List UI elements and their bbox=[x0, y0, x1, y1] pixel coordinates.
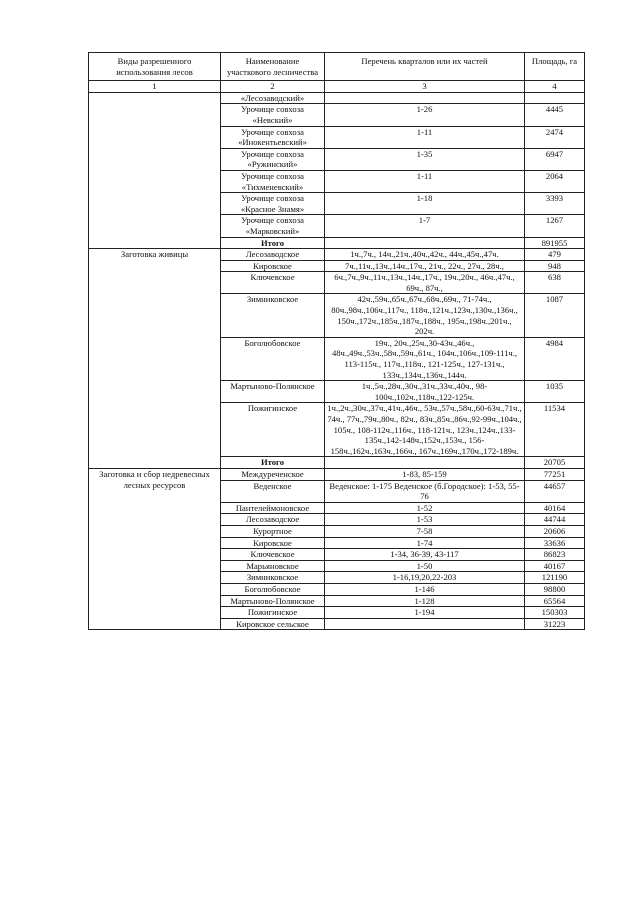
area-cell: 40167 bbox=[525, 560, 585, 572]
area-cell: 948 bbox=[525, 260, 585, 272]
total-quarters-cell bbox=[325, 457, 525, 469]
area-cell: 65564 bbox=[525, 595, 585, 607]
table-row bbox=[89, 468, 585, 480]
area-cell: 33636 bbox=[525, 537, 585, 549]
forestry-name-cell: Ключевское bbox=[221, 272, 325, 294]
header-forestry: Наименование участкового лесничества bbox=[221, 53, 325, 81]
forestry-name-cell: Урочище совхоза «Ружинский» bbox=[221, 148, 325, 170]
forestry-name-cell: Кировское сельское bbox=[221, 618, 325, 630]
table-row bbox=[89, 92, 585, 104]
quarters-cell: 1-194 bbox=[325, 607, 525, 619]
area-cell: 44744 bbox=[525, 514, 585, 526]
forestry-name-cell: Лесозаводское bbox=[221, 514, 325, 526]
forestry-name-cell: Мартыново-Полянское bbox=[221, 381, 325, 403]
quarters-cell: 1-7 bbox=[325, 215, 525, 237]
section-non-timber-resources bbox=[89, 468, 585, 629]
quarters-cell: Веденское: 1-175 Веденское (б.Городское): 1-53, 55-76 bbox=[325, 480, 525, 502]
use-type-cell bbox=[89, 92, 221, 248]
area-cell: 4445 bbox=[525, 104, 585, 126]
area-cell: 638 bbox=[525, 272, 585, 294]
forestry-name-cell: Марьяновское bbox=[221, 560, 325, 572]
total-quarters-cell bbox=[325, 237, 525, 249]
quarters-cell: 42ч.,59ч.,65ч.,67ч.,68ч.,69ч., 71-74ч., 80ч.,98ч.,106ч.,117ч., 118ч.,121ч.,123ч.,130ч.,136ч., 150ч.,172ч.,185ч.,187ч.,188ч., 195ч.,198ч.,201ч., 202ч. bbox=[325, 294, 525, 337]
use-type-cell: Заготовка и сбор недревесных лесных ресурсов bbox=[89, 468, 221, 629]
total-label: Итого bbox=[221, 457, 325, 469]
quarters-cell: 1-16,19,20,22-203 bbox=[325, 572, 525, 584]
quarters-cell: 1-83, 85-159 bbox=[325, 468, 525, 480]
quarters-cell: 1-26 bbox=[325, 104, 525, 126]
quarters-cell bbox=[325, 618, 525, 630]
column-number: 3 bbox=[325, 81, 525, 93]
quarters-cell: 6ч.,7ч.,9ч.,11ч.,13ч.,14ч.,17ч., 19ч.,20ч., 46ч.,47ч., 69ч., 87ч., bbox=[325, 272, 525, 294]
forestry-name-cell: Урочище совхоза «Невский» bbox=[221, 104, 325, 126]
quarters-cell: 1-53 bbox=[325, 514, 525, 526]
quarters-cell: 1ч.,7ч., 14ч.,21ч.,40ч.,42ч., 44ч.,45ч.,47ч. bbox=[325, 249, 525, 261]
quarters-cell: 7ч.,11ч.,13ч.,14ч.,17ч., 21ч., 22ч., 27ч., 28ч., bbox=[325, 260, 525, 272]
quarters-cell: 1-128 bbox=[325, 595, 525, 607]
table-header-row bbox=[89, 53, 585, 81]
area-cell: 3393 bbox=[525, 193, 585, 215]
area-cell bbox=[525, 92, 585, 104]
forestry-name-cell: Пантелеймоновское bbox=[221, 502, 325, 514]
header-area: Площадь, га bbox=[525, 53, 585, 81]
forestry-name-cell: Зимниковское bbox=[221, 294, 325, 337]
quarters-cell: 1-35 bbox=[325, 148, 525, 170]
area-cell: 2064 bbox=[525, 170, 585, 192]
total-area-cell: 20705 bbox=[525, 457, 585, 469]
forestry-name-cell: Урочище совхоза «Марковский» bbox=[221, 215, 325, 237]
section-continued bbox=[89, 92, 585, 248]
forestry-name-cell: Пожигинское bbox=[221, 403, 325, 457]
quarters-cell: 1-11 bbox=[325, 126, 525, 148]
area-cell: 40164 bbox=[525, 502, 585, 514]
quarters-cell: 7-58 bbox=[325, 525, 525, 537]
table-row bbox=[89, 249, 585, 261]
forestry-name-cell: Кировское bbox=[221, 537, 325, 549]
quarters-cell bbox=[325, 92, 525, 104]
quarters-cell: 1-11 bbox=[325, 170, 525, 192]
forestry-name-cell: Лесозаводское bbox=[221, 249, 325, 261]
forestry-name-cell: Кировское bbox=[221, 260, 325, 272]
quarters-cell: 1-34, 36-39, 43-117 bbox=[325, 549, 525, 561]
area-cell: 1267 bbox=[525, 215, 585, 237]
quarters-cell: 19ч., 20ч.,25ч.,30-43ч.,46ч., 48ч.,49ч.,53ч.,58ч.,59ч.,61ч., 104ч.,106ч.,109-111ч., 113-115ч., 117ч.,118ч., 121-125ч., 127-131ч., 133ч.,134ч.,136ч.,144ч. bbox=[325, 337, 525, 380]
forestry-name-cell: Урочище совхоза «Инокентьевский» bbox=[221, 126, 325, 148]
area-cell: 4984 bbox=[525, 337, 585, 380]
quarters-cell: 1ч.,5ч.,28ч.,30ч.,31ч.,33ч.,40ч., 98-100ч.,102ч.,118ч.,122-125ч. bbox=[325, 381, 525, 403]
forestry-name-cell: «Лесозаводский» bbox=[221, 92, 325, 104]
area-cell: 86823 bbox=[525, 549, 585, 561]
quarters-cell: 1-18 bbox=[325, 193, 525, 215]
quarters-cell: 1-74 bbox=[325, 537, 525, 549]
column-number: 4 bbox=[525, 81, 585, 93]
forest-use-table bbox=[88, 52, 585, 630]
area-cell: 44657 bbox=[525, 480, 585, 502]
forestry-name-cell: Курортное bbox=[221, 525, 325, 537]
forestry-name-cell: Междуреченское bbox=[221, 468, 325, 480]
area-cell: 6947 bbox=[525, 148, 585, 170]
forestry-name-cell: Боголюбовское bbox=[221, 337, 325, 380]
total-area-cell: 891955 bbox=[525, 237, 585, 249]
forestry-name-cell: Урочище совхоза «Красное Знамя» bbox=[221, 193, 325, 215]
area-cell: 1035 bbox=[525, 381, 585, 403]
area-cell: 31223 bbox=[525, 618, 585, 630]
area-cell: 98800 bbox=[525, 583, 585, 595]
table-column-number-row bbox=[89, 81, 585, 93]
area-cell: 77251 bbox=[525, 468, 585, 480]
use-type-cell: Заготовка живицы bbox=[89, 249, 221, 469]
area-cell: 479 bbox=[525, 249, 585, 261]
header-quarters: Перечень кварталов или их частей bbox=[325, 53, 525, 81]
forestry-name-cell: Урочище совхоза «Тихменевский» bbox=[221, 170, 325, 192]
forestry-name-cell: Пожигинское bbox=[221, 607, 325, 619]
quarters-cell: 1-50 bbox=[325, 560, 525, 572]
forestry-name-cell: Боголюбовское bbox=[221, 583, 325, 595]
forestry-name-cell: Зимниковское bbox=[221, 572, 325, 584]
area-cell: 150303 bbox=[525, 607, 585, 619]
header-use-type: Виды разрешенного использования лесов bbox=[89, 53, 221, 81]
area-cell: 11534 bbox=[525, 403, 585, 457]
area-cell: 1087 bbox=[525, 294, 585, 337]
quarters-cell: 1-146 bbox=[325, 583, 525, 595]
forestry-name-cell: Веденское bbox=[221, 480, 325, 502]
column-number: 1 bbox=[89, 81, 221, 93]
forestry-name-cell: Мартыново-Полянское bbox=[221, 595, 325, 607]
section-resin-harvesting bbox=[89, 249, 585, 469]
area-cell: 121190 bbox=[525, 572, 585, 584]
area-cell: 2474 bbox=[525, 126, 585, 148]
forestry-name-cell: Ключевское bbox=[221, 549, 325, 561]
area-cell: 20606 bbox=[525, 525, 585, 537]
quarters-cell: 1ч.,2ч.,30ч.,37ч.,41ч.,46ч., 53ч.,57ч.,58ч.,60-63ч.,71ч., 74ч., 77ч.,79ч.,80ч., 82ч., 83ч.,85ч.,86ч.,92-99ч.,104ч., 105ч., 108-112ч.,116ч., 118-121ч., 123ч.,124ч.,133-135ч.,142-148ч.,152ч.,153ч., 156-158ч.,162ч.,163ч.,166ч., 167ч.,169ч.,170ч.,172-189ч. bbox=[325, 403, 525, 457]
total-label: Итого bbox=[221, 237, 325, 249]
quarters-cell: 1-52 bbox=[325, 502, 525, 514]
column-number: 2 bbox=[221, 81, 325, 93]
